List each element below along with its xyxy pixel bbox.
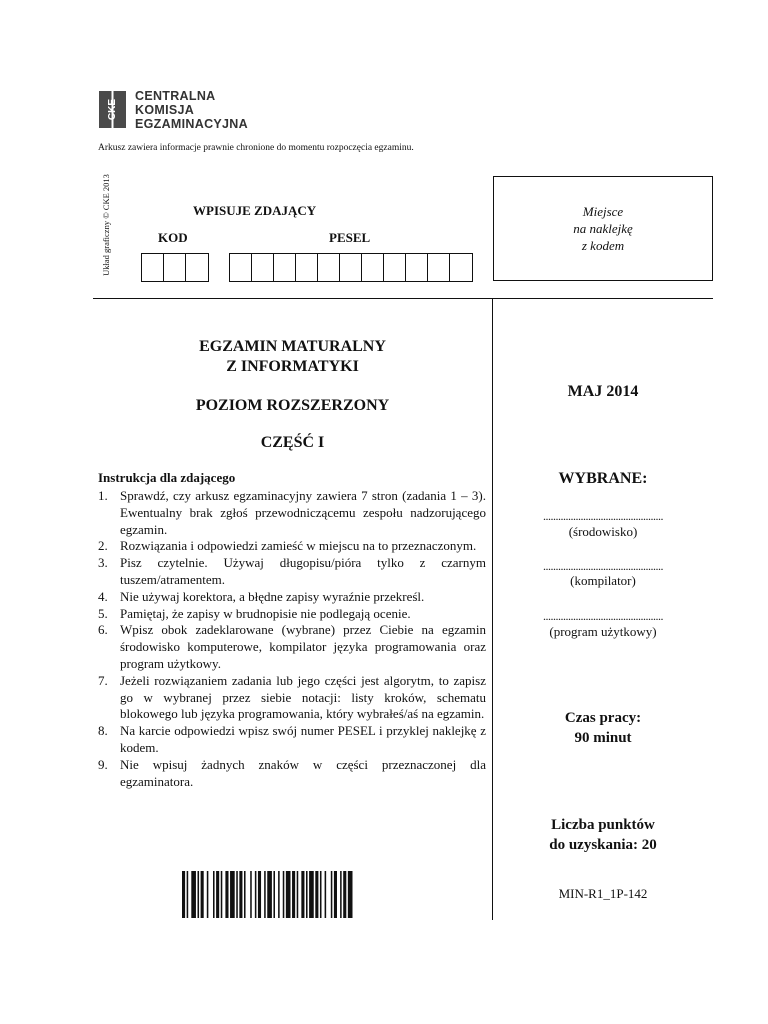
instruction-text: Pisz czytelnie. Używaj długopisu/pióra tylko z czarnym tuszem/atramentem. bbox=[120, 555, 486, 587]
environment-label: (środowisko) bbox=[568, 524, 638, 539]
instructions-list bbox=[98, 488, 486, 790]
environment-input-line[interactable]: ................................................ bbox=[543, 510, 663, 522]
kod-digit-box[interactable] bbox=[164, 254, 186, 281]
instruction-item bbox=[98, 555, 486, 589]
exam-title-line-2: Z INFORMATYKI bbox=[226, 358, 359, 375]
max-points-line-1: Liczba punktów bbox=[551, 817, 655, 833]
barcode-bar bbox=[297, 871, 299, 918]
barcode-bar bbox=[331, 871, 333, 918]
instruction-text: Jeżeli rozwiązaniem zadania lub jego części jest algorytm, to zapisz go w wybranej przez siebie notacji: listy kroków, schematu blokowego lub języka programowania, który wybrałeś/aś na egzamin. bbox=[120, 672, 486, 722]
instruction-text: Sprawdź, czy arkusz egzaminacyjny zawiera 7 stron (zadania 1 – 3). Ewentualny brak zgłoś przewodniczącemu zespołu nadzorującego egzamin. bbox=[120, 488, 486, 537]
side-credit bbox=[99, 166, 113, 284]
exam-time bbox=[493, 708, 713, 748]
instruction-number: 1. bbox=[98, 488, 108, 503]
barcode-bar bbox=[191, 871, 196, 918]
program-label: (program użytkowy) bbox=[549, 624, 657, 639]
barcode-bar bbox=[225, 871, 228, 918]
cke-logo-text bbox=[135, 89, 248, 131]
kod-digit-box[interactable] bbox=[186, 254, 208, 281]
instruction-text: Nie używaj korektora, a błędne zapisy wyraźnie przekreśl. bbox=[120, 588, 425, 604]
selected-heading: WYBRANE: bbox=[558, 470, 648, 487]
pesel-digit-box[interactable] bbox=[362, 254, 384, 281]
barcode-bar bbox=[213, 871, 215, 918]
instruction-item bbox=[98, 538, 486, 555]
pesel-digit-box[interactable] bbox=[406, 254, 428, 281]
exam-level: POZIOM ROZSZERZONY bbox=[195, 397, 390, 414]
barcode-bar bbox=[340, 871, 342, 918]
barcode-bar bbox=[244, 871, 246, 918]
barcode-bar bbox=[230, 871, 235, 918]
barcode-bar bbox=[221, 871, 223, 918]
logo-line-2: KOMISJA bbox=[135, 103, 195, 117]
pesel-digit-box[interactable] bbox=[296, 254, 318, 281]
barcode-bar bbox=[216, 871, 219, 918]
instruction-text: Nie wpisuj żadnych znaków w części przeznaczonej dla egzaminatora. bbox=[120, 756, 486, 789]
instruction-number: 6. bbox=[98, 622, 108, 638]
barcode-bar bbox=[325, 871, 327, 918]
barcode-bar bbox=[278, 871, 280, 918]
instruction-item bbox=[98, 673, 486, 723]
instruction-text: Na karcie odpowiedzi wpisz swój numer PESEL i przyklej naklejkę z kodem. bbox=[120, 723, 486, 755]
cke-logo-mark bbox=[99, 91, 126, 128]
pesel-digit-box[interactable] bbox=[428, 254, 450, 281]
kod-digit-box[interactable] bbox=[142, 254, 164, 281]
barcode-bar bbox=[187, 871, 189, 918]
candidate-section-label: WPISUJE ZDAJĄCY bbox=[193, 203, 317, 218]
barcode-bar bbox=[236, 871, 238, 918]
barcode-bar bbox=[348, 871, 353, 918]
side-credit-text: Układ graficzny © CKE 2013 bbox=[101, 174, 111, 276]
max-points bbox=[493, 815, 713, 855]
pesel-digit-box[interactable] bbox=[384, 254, 406, 281]
horizontal-divider bbox=[93, 298, 713, 299]
compiler-label: (kompilator) bbox=[570, 573, 636, 588]
sticker-line-1: Miejsce bbox=[582, 204, 624, 219]
instruction-item bbox=[98, 589, 486, 606]
pesel-digit-box[interactable] bbox=[318, 254, 340, 281]
instruction-number: 7. bbox=[98, 672, 108, 688]
instructions-heading: Instrukcja dla zdającego bbox=[98, 470, 236, 485]
barcode-bar bbox=[182, 871, 185, 918]
instruction-text: Rozwiązania i odpowiedzi zamieść w miejscu na to przeznaczonym. bbox=[120, 538, 477, 554]
program-input-line[interactable]: ................................................ bbox=[543, 610, 663, 622]
instruction-item bbox=[98, 488, 486, 538]
instruction-item bbox=[98, 606, 486, 623]
instruction-item bbox=[98, 757, 486, 791]
exam-time-line-1: Czas pracy: bbox=[564, 710, 642, 726]
compiler-input-line[interactable]: ................................................ bbox=[543, 560, 663, 572]
instruction-item bbox=[98, 723, 486, 757]
instruction-item bbox=[98, 622, 486, 672]
instruction-number: 3. bbox=[98, 555, 108, 571]
barcode-bar bbox=[255, 871, 257, 918]
sticker-box bbox=[493, 176, 713, 281]
barcode-bar bbox=[309, 871, 314, 918]
barcode-bar bbox=[198, 871, 200, 918]
instruction-number: 4. bbox=[98, 588, 108, 604]
instruction-text: Wpisz obok zadeklarowane (wybrane) przez Ciebie na egzamin środowisko komputerowe, kompilator języka programowania oraz program użytkowy. bbox=[120, 622, 486, 671]
barcode-bar bbox=[283, 871, 285, 918]
barcode-bar bbox=[343, 871, 346, 918]
pesel-digit-box[interactable] bbox=[450, 254, 472, 281]
pesel-digit-box[interactable] bbox=[252, 254, 274, 281]
exam-part: CZĘŚĆ I bbox=[260, 434, 325, 451]
max-points-line-2: do uzyskania: 20 bbox=[549, 837, 657, 853]
exam-time-line-2: 90 minut bbox=[574, 730, 632, 746]
barcode-bar bbox=[320, 871, 322, 918]
exam-date: MAJ 2014 bbox=[567, 383, 639, 400]
kod-input-boxes[interactable] bbox=[141, 253, 209, 282]
instruction-number: 2. bbox=[98, 538, 108, 554]
barcode-bar bbox=[250, 871, 252, 918]
pesel-digit-box[interactable] bbox=[340, 254, 362, 281]
barcode-bar bbox=[301, 871, 304, 918]
barcode-bar bbox=[315, 871, 318, 918]
instruction-number: 5. bbox=[98, 605, 108, 621]
instruction-text: Pamiętaj, że zapisy w brudnopisie nie podlegają ocenie. bbox=[120, 605, 411, 621]
exam-title-line-1: EGZAMIN MATURALNY bbox=[199, 338, 386, 355]
legal-notice: Arkusz zawiera informacje prawnie chronione do momentu rozpoczęcia egzaminu. bbox=[98, 143, 414, 153]
barcode-bar bbox=[306, 871, 308, 918]
logo-mark-text: CKE bbox=[107, 98, 119, 121]
instruction-number: 8. bbox=[98, 723, 108, 739]
pesel-label: PESEL bbox=[329, 230, 371, 245]
kod-label: KOD bbox=[158, 230, 188, 245]
barcode-bar bbox=[258, 871, 261, 918]
barcode-image bbox=[182, 871, 408, 918]
pesel-digit-box[interactable] bbox=[230, 254, 252, 281]
pesel-digit-box[interactable] bbox=[274, 254, 296, 281]
logo-line-3: EGZAMINACYJNA bbox=[135, 117, 248, 131]
barcode-bar bbox=[264, 871, 266, 918]
barcode-bar bbox=[334, 871, 337, 918]
barcode-bar bbox=[239, 871, 242, 918]
barcode-bar bbox=[267, 871, 272, 918]
barcode-bar bbox=[286, 871, 291, 918]
barcode-bar bbox=[207, 871, 209, 918]
barcode-bar bbox=[292, 871, 295, 918]
logo-line-1: CENTRALNA bbox=[135, 89, 216, 103]
barcode-bar bbox=[273, 871, 275, 918]
sticker-line-3: z kodem bbox=[581, 238, 625, 253]
instruction-number: 9. bbox=[98, 756, 108, 772]
barcode-bar bbox=[201, 871, 204, 918]
sticker-line-2: na naklejkę bbox=[573, 221, 633, 236]
exam-code: MIN-R1_1P-142 bbox=[558, 886, 648, 901]
pesel-input-boxes[interactable] bbox=[229, 253, 473, 282]
